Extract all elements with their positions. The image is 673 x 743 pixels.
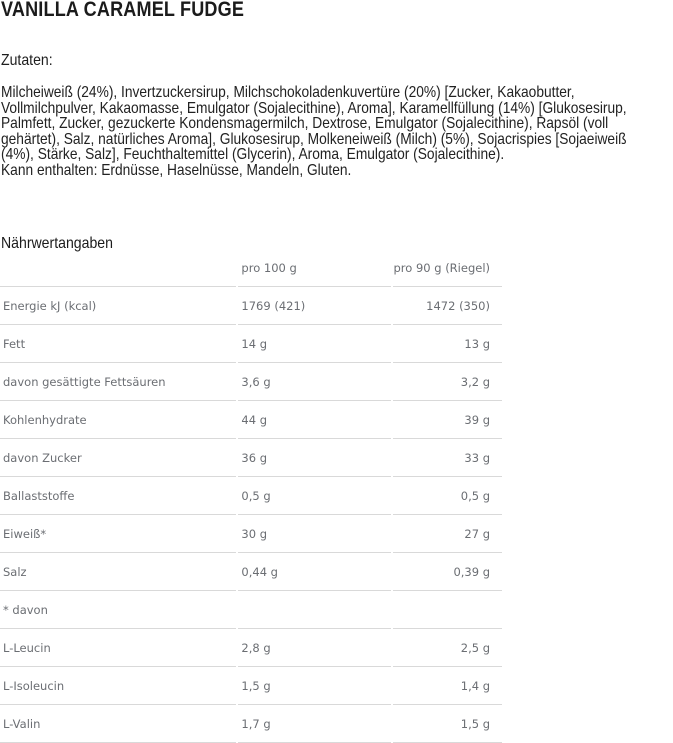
table-row [0,287,502,325]
nutrition-header-row [0,238,502,287]
nutrition-table [0,238,502,743]
table-row [0,401,502,439]
value-per-100g: 2,8 g [237,629,392,667]
value-per-bar: 1,4 g [392,667,502,705]
header-per-100g: pro 100 g [237,238,392,287]
product-title: VANILLA CARAMEL FUDGE [1,0,245,21]
nutrient-name: L-Leucin [0,629,237,667]
nutrient-name: davon gesättigte Fettsäuren [0,363,237,401]
value-per-100g: 1769 (421) [237,287,392,325]
value-per-100g [237,591,392,629]
footnote-label: * davon [0,591,237,629]
value-per-bar: 1472 (350) [392,287,502,325]
header-nutrient [0,238,237,287]
value-per-100g: 1,5 g [237,667,392,705]
allergens-text: Kann enthalten: Erdnüsse, Haselnüsse, Mandeln, Gluten. [1,161,352,179]
nutrient-name: Eiweiß* [0,515,237,553]
value-per-100g: 36 g [237,439,392,477]
nutrient-name: Salz [0,553,237,591]
table-row-footnote [0,591,502,629]
nutrition-title: Nährwertangaben [1,235,113,252]
value-per-bar: 33 g [392,439,502,477]
value-per-bar: 0,39 g [392,553,502,591]
table-row [0,705,502,743]
ingredients-label: Zutaten: [1,52,53,69]
value-per-bar: 3,2 g [392,363,502,401]
value-per-bar [392,591,502,629]
nutrient-name: L-Isoleucin [0,667,237,705]
nutrient-name: Kohlenhydrate [0,401,237,439]
value-per-100g: 3,6 g [237,363,392,401]
table-row [0,553,502,591]
value-per-bar: 0,5 g [392,477,502,515]
value-per-100g: 1,7 g [237,705,392,743]
value-per-100g: 44 g [237,401,392,439]
value-per-bar: 1,5 g [392,705,502,743]
header-per-bar: pro 90 g (Riegel) [392,238,502,287]
ingredients-block [1,85,655,178]
value-per-bar: 2,5 g [392,629,502,667]
table-row [0,515,502,553]
nutrient-name: Fett [0,325,237,363]
value-per-bar: 39 g [392,401,502,439]
value-per-100g: 30 g [237,515,392,553]
nutrient-name: Ballaststoffe [0,477,237,515]
nutrient-name: davon Zucker [0,439,237,477]
table-row [0,477,502,515]
table-row [0,629,502,667]
value-per-100g: 14 g [237,325,392,363]
table-row [0,667,502,705]
nutrient-name: Energie kJ (kcal) [0,287,237,325]
table-row [0,439,502,477]
value-per-100g: 0,44 g [237,553,392,591]
ingredients-text: Milcheiweiß (24%), Invertzuckersirup, Milchschokoladenkuvertüre (20%) [Zucker, Kakaobutter, Vollmilchpulver, Kakaomasse, Emulgator (Sojalecithine), Aroma], Karamellfüllung (14%) [Glukosesirup, Palmfett, Zucker, gezuckerte Kondensmagermilch, Dextrose, Emulgator (Sojalecithine), Rapsöl (voll gehärtet), Salz, natürliches Aroma], Glukosesirup, Molkeneiweiß (Milch) (5%), Sojacrispies [Sojaeiweiß (4%), Stärke, Salz], Feuchthaltemittel (Glycerin), Aroma, Emulgator (Sojalecithine). [1,84,627,163]
value-per-bar: 13 g [392,325,502,363]
nutrient-name: L-Valin [0,705,237,743]
value-per-100g: 0,5 g [237,477,392,515]
table-row [0,363,502,401]
table-row [0,325,502,363]
value-per-bar: 27 g [392,515,502,553]
